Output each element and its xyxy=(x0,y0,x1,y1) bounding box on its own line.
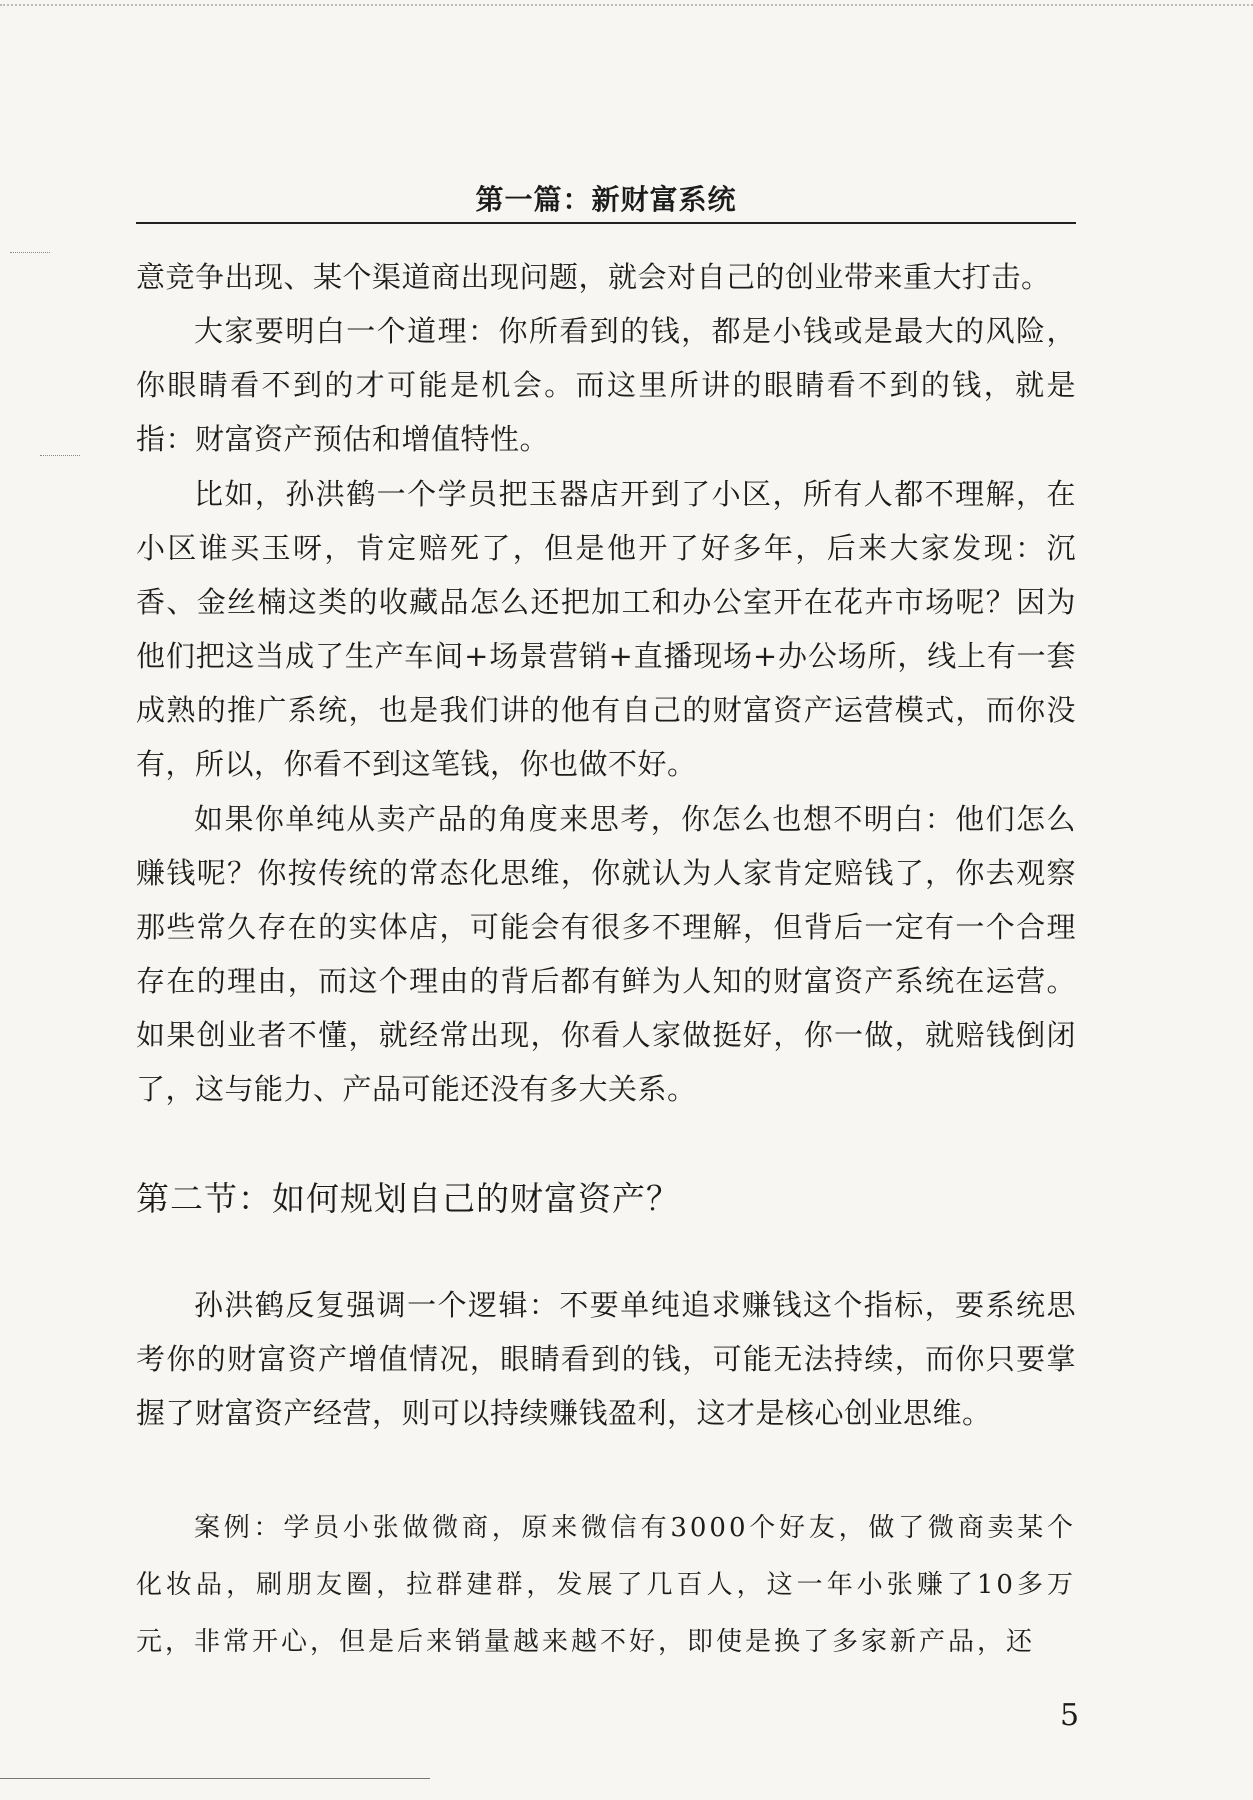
scan-top-edge xyxy=(0,4,1253,6)
running-header: 第一篇：新财富系统 xyxy=(475,183,737,216)
section-title: 第二节：如何规划自己的财富资产？ xyxy=(136,1179,680,1218)
case-study-text: 案例：学员小张做微商，原来微信有3000个好友，做了微商卖某个化妆品，刷朋友圈，拉群建群，发展了几百人，这一年小张赚了10多万元，非常开心，但是后来销量越来越不好，即使是换了多家新产品，还 xyxy=(136,1513,1076,1657)
paragraph-jade-store-example: 比如，孙洪鹤一个学员把玉器店开到了小区，所有人都不理解，在小区谁买玉呀，肯定赔死了，但是他开了好多年，后来大家发现：沉香、金丝楠这类的收藏品怎么还把加工和办公室开在花卉市场呢？因为他们把这当成了生产车间+场景营销+直播现场+办公场所，线上有一套成熟的推广系统，也是我们讲的他有自己的财富资产运营模式，而你没有，所以，你看不到这笔钱，你也做不好。 xyxy=(136,477,1076,781)
header-rule xyxy=(136,222,1076,224)
scan-bottom-edge xyxy=(0,1778,430,1779)
paragraph-continuation: 意竞争出现、某个渠道商出现问题，就会对自己的创业带来重大打击。 xyxy=(136,260,1051,294)
scan-mark xyxy=(40,455,80,456)
page-number: 5 xyxy=(1060,1698,1080,1733)
paragraph-section-intro: 孙洪鹤反复强调一个逻辑：不要单纯追求赚钱这个指标，要系统思考你的财富资产增值情况，眼睛看到的钱，可能无法持续，而你只要掌握了财富资产经营，则可以持续赚钱盈利，这才是核心创业思维。 xyxy=(136,1288,1076,1430)
paragraph-physical-stores: 如果你单纯从卖产品的角度来思考，你怎么也想不明白：他们怎么赚钱呢？你按传统的常态化思维，你就认为人家肯定赔钱了，你去观察那些常久存在的实体店，可能会有很多不理解，但背后一定有一个合理存在的理由，而这个理由的背后都有鲜为人知的财富资产系统在运营。如果创业者不懂，就经常出现，你看人家做挺好，你一做，就赔钱倒闭了，这与能力、产品可能还没有多大关系。 xyxy=(136,802,1076,1106)
paragraph-money-risk: 大家要明白一个道理：你所看到的钱，都是小钱或是最大的风险，你眼睛看不到的才可能是机会。而这里所讲的眼睛看不到的钱，就是指：财富资产预估和增值特性。 xyxy=(136,314,1076,456)
scan-mark xyxy=(10,252,50,253)
